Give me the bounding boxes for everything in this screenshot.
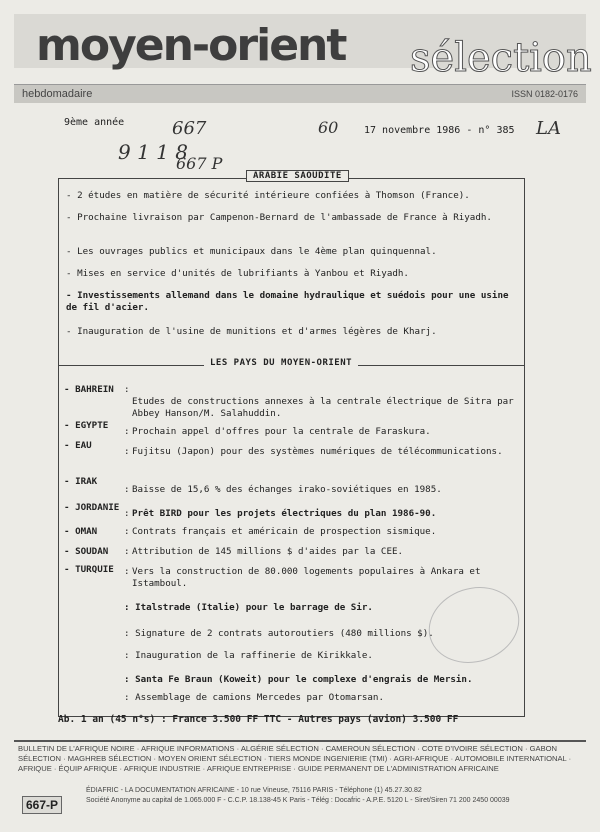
year-label: 9ème année (64, 117, 125, 128)
country-label: - JORDANIE (64, 502, 120, 513)
row-colon: : (124, 446, 130, 457)
row-colon: : (124, 546, 130, 557)
row-colon: : (124, 566, 130, 577)
list-item: - Les ouvrages publics et municipaux dans le 4ème plan quinquennal. (66, 246, 437, 257)
legal-line: Société Anonyme au capital de 1.065.000 F - C.C.P. 18.138-45 K Paris - Télég : Docafric - A.P.E. 5120 L - Siret/Siren 71 200 2450 00039 (86, 797, 510, 804)
handwritten-note: 9 1 1 8 (118, 140, 188, 164)
country-label: - EGYPTE (64, 420, 109, 431)
masthead-title: moyen-orient (36, 20, 346, 71)
publications-list: BULLETIN DE L'AFRIQUE NOIRE · AFRIQUE INFORMATIONS · ALGÉRIE SÉLECTION · CAMEROUN SÉLECTION · COTE D'IVOIRE SÉLECTION · GABON SÉLECTION · MAGHREB SÉLECTION · MOYEN ORIENT SÉLECTION · TIERS MONDE INGENIERIE (TMI) · AGRI-AFRIQUE · AUTOMOBILE INTERNATIONAL · AFRIQUE · ÉQUIP AFRIQUE · AFRIQUE INDUSTRIE · AFRIQUE ENTREPRISE · GUIDE PERMANENT DE L'ADMINISTRATION AFRICAINE (18, 744, 572, 773)
list-item: - Prochaine livraison par Campenon-Bernard de l'ambassade de France à Riyadh. (66, 212, 492, 223)
country-label: - BAHREIN (64, 384, 114, 395)
list-item: - Mises en service d'unités de lubrifiants à Yanbou et Riyadh. (66, 268, 409, 279)
frequency-label: hebdomadaire (22, 88, 93, 100)
row-colon: : (124, 426, 130, 437)
country-text: Attribution de 145 millions $ d'aides par la CEE. (132, 546, 404, 557)
row-colon: : (124, 526, 130, 537)
country-label: - EAU (64, 440, 92, 451)
handwritten-note: 60 (318, 118, 339, 137)
row-colon: : (124, 484, 130, 495)
section-title-arabie: ARABIE SAOUDITE (246, 170, 349, 182)
handwritten-note: 667 P (176, 154, 223, 173)
country-label: - IRAK (64, 476, 98, 487)
country-text: Contrats français et américain de prospection sismique. (132, 526, 437, 537)
masthead (14, 14, 592, 81)
publisher-line: ÉDIAFRIC - LA DOCUMENTATION AFRICAINE - 10 rue Vineuse, 75116 PARIS - Téléphone (1) 45.27.30.82 (86, 787, 422, 794)
list-item: : Italstrade (Italie) pour le barrage de Sir. (124, 602, 373, 613)
issue-date: 17 novembre 1986 - n° 385 (364, 125, 515, 136)
country-label: - OMAN (64, 526, 98, 537)
section-title-pays: LES PAYS DU MOYEN-ORIENT (204, 358, 358, 368)
masthead-selection: sélection (410, 35, 592, 81)
country-text: Prêt BIRD pour les projets électriques du plan 1986-90. (132, 508, 437, 519)
country-label: - TURQUIE (64, 564, 114, 575)
list-item: : Signature de 2 contrats autoroutiers (480 millions $). (124, 628, 434, 639)
handwritten-initials: LA (536, 118, 561, 139)
list-item: - 2 études en matière de sécurité intérieure confiées à Thomson (France). (66, 190, 470, 201)
country-text: Etudes de constructions annexes à la centrale électrique de Sitra par Abbey Hanson/M. Salahuddin. (132, 396, 514, 419)
country-text: Prochain appel d'offres pour la centrale de Faraskura. (132, 426, 431, 437)
row-colon: : (124, 508, 130, 519)
footer-rule (14, 740, 586, 742)
row-colon: : (124, 384, 130, 395)
masthead-band (14, 84, 586, 103)
country-label: - SOUDAN (64, 546, 109, 557)
list-item: : Santa Fe Braun (Koweit) pour le complexe d'engrais de Mersin. (124, 674, 473, 685)
list-item: - Investissements allemand dans le domaine hydraulique et suédois pour une usine de fil d'acier. (66, 290, 509, 313)
subscription-line: Ab. 1 an (45 n°s) : France 3.500 FF TTC - Autres pays (avion) 3.500 FF (58, 714, 459, 725)
list-item: - Inauguration de l'usine de munitions et d'armes légères de Kharj. (66, 326, 437, 337)
handwritten-note: 667 (172, 118, 207, 139)
document-code: 667-P (22, 796, 62, 814)
list-item: : Inauguration de la raffinerie de Kirikkale. (124, 650, 373, 661)
country-text: Baisse de 15,6 % des échanges irako-soviétiques en 1985. (132, 484, 442, 495)
issn-label: ISSN 0182-0176 (511, 89, 578, 99)
country-text: Vers la construction de 80.000 logements populaires à Ankara et Istamboul. (132, 566, 481, 589)
country-text: Fujitsu (Japon) pour des systèmes numériques de télécommunications. (132, 446, 503, 457)
list-item: : Assemblage de camions Mercedes par Otomarsan. (124, 692, 384, 703)
publisher-address (86, 786, 510, 806)
